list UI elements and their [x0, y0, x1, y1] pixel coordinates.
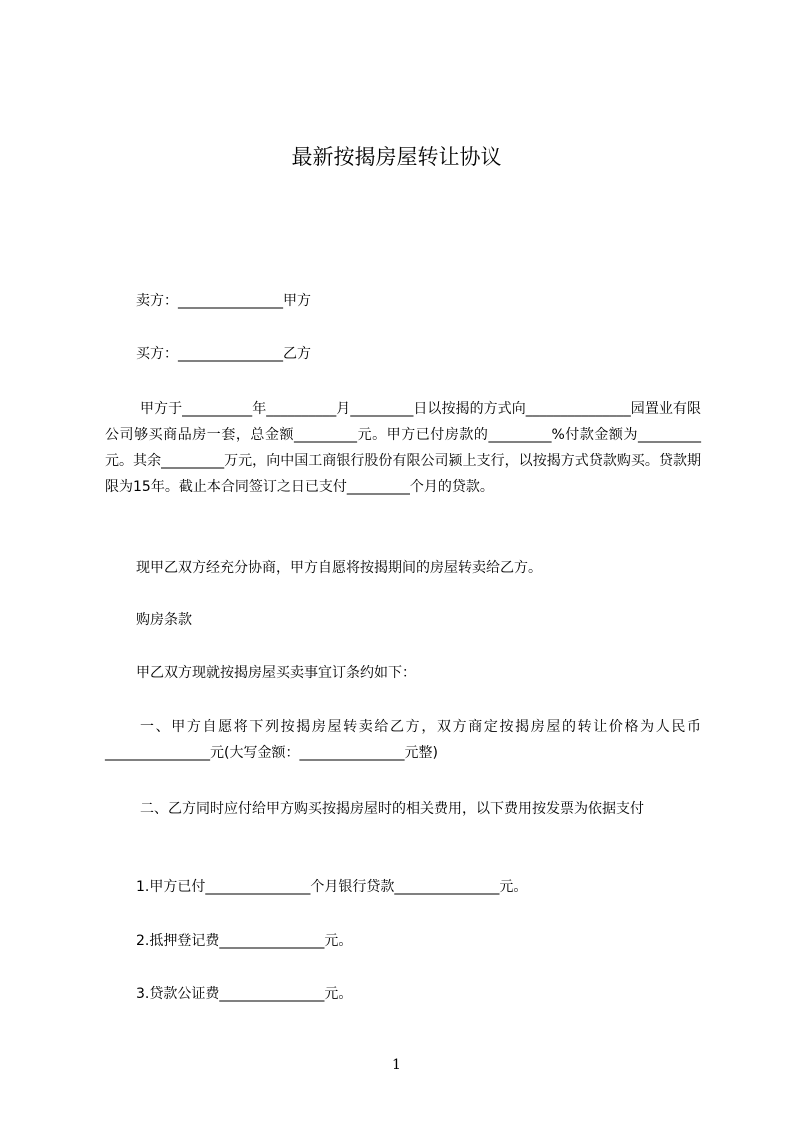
fee-item-1: 1.甲方已付_______________个月银行贷款_______________元。	[136, 879, 528, 895]
document-title: 最新按揭房屋转让协议	[291, 145, 502, 169]
terms-intro: 甲乙双方现就按揭房屋买卖事宜订条约如下：	[136, 665, 416, 681]
clause-one: 一、甲方自愿将下列按揭房屋转卖给乙方，双方商定按揭房屋的转让价格为人民币_______________元(大写金额：_______________元整)	[105, 719, 701, 761]
purchase-paragraph: 甲方于__________年__________月_________日以按揭的方式向_______________园置业有限公司够买商品房一套，总金额_________元。甲方已付房款的_________%付款金额为_________元。其余_________万元，向中国工商银行股份有限公司颍上支行，以按揭方式贷款购买。贷款期限为15年。截止本合同签订之日已支付_________个月的贷款。	[105, 401, 701, 495]
buyer-line: 买方：_______________乙方	[136, 346, 311, 362]
seller-line: 卖方：_______________甲方	[136, 293, 311, 309]
section-heading: 购房条款	[136, 612, 192, 628]
fee-item-2: 2.抵押登记费_______________元。	[136, 933, 353, 949]
fee-item-3: 3.贷款公证费_______________元。	[136, 986, 353, 1002]
agreement-paragraph: 现甲乙双方经充分协商，甲方自愿将按揭期间的房屋转卖给乙方。	[136, 560, 542, 576]
clause-two: 二、乙方同时应付给甲方购买按揭房屋时的相关费用，以下费用按发票为依据支付	[140, 801, 644, 817]
page-number: 1	[392, 1057, 401, 1073]
